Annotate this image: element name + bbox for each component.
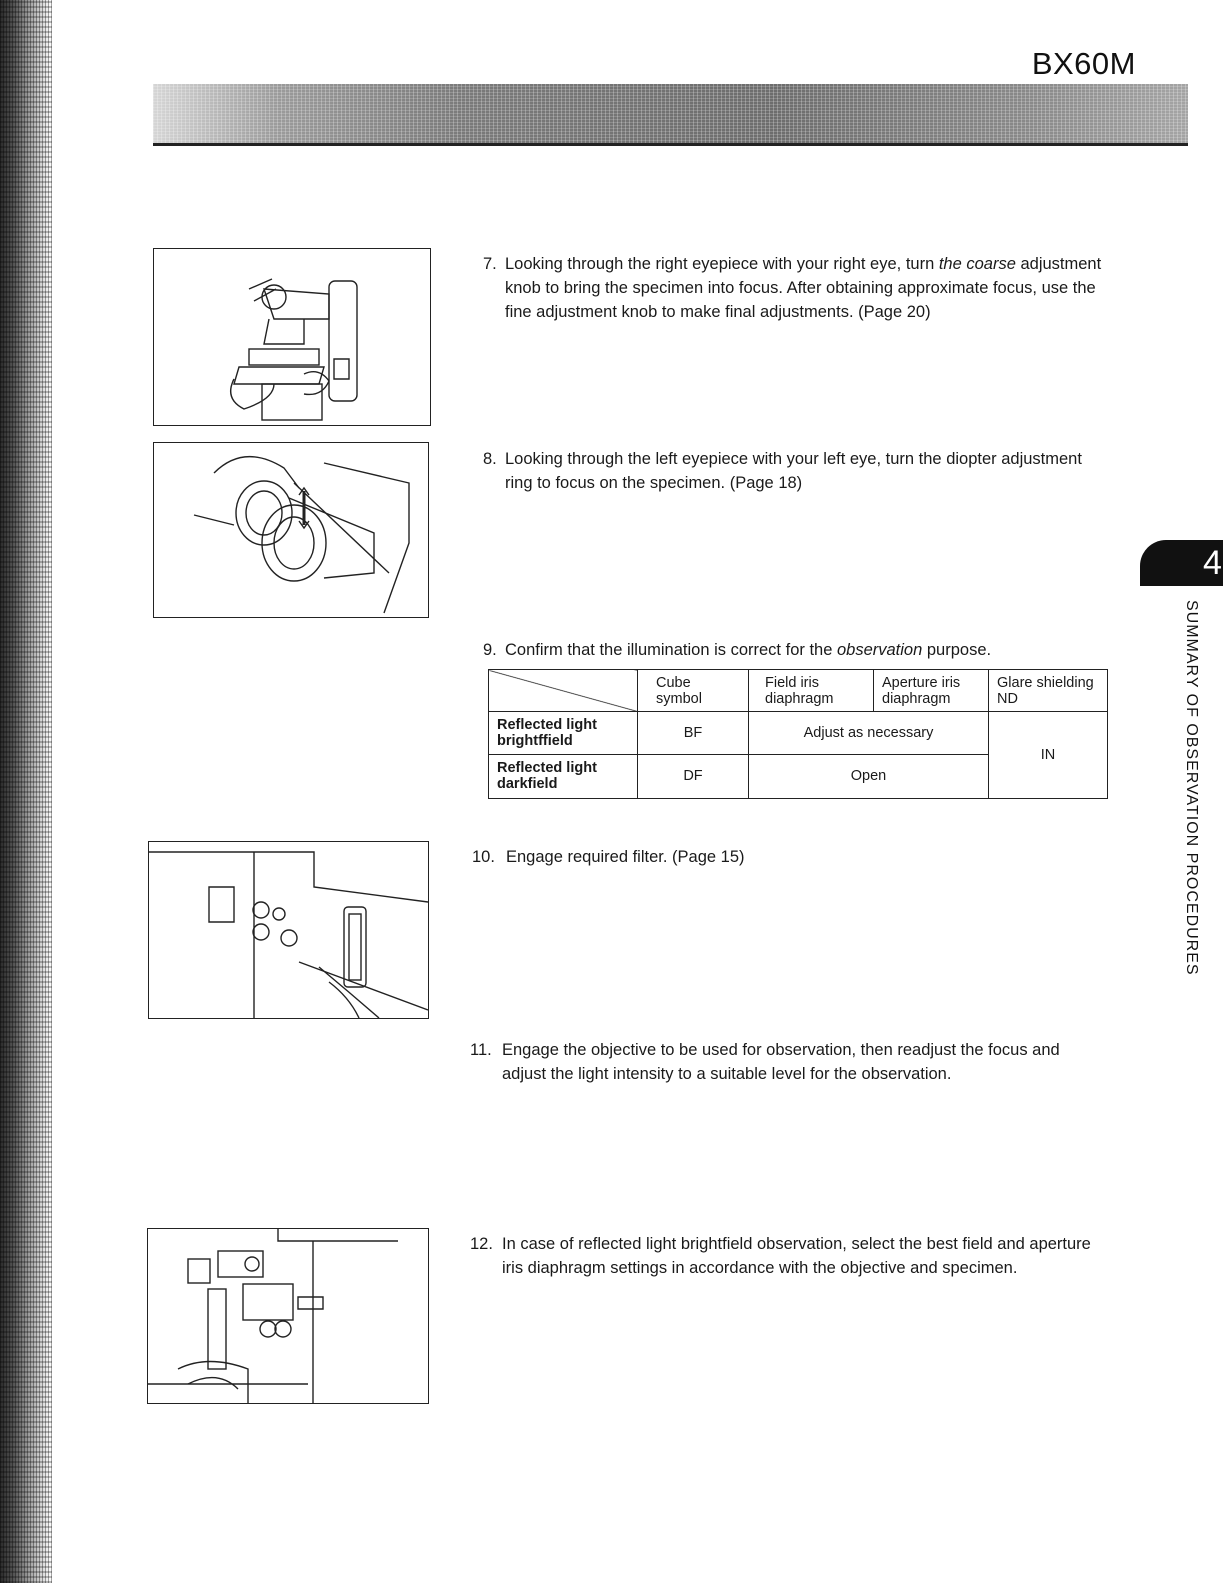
- illumination-table: [488, 669, 1108, 799]
- step-7: [483, 252, 1113, 328]
- chapter-tab: [1140, 540, 1223, 586]
- row-label-brightfield: Reflected light brightffield: [489, 712, 638, 754]
- figure-microscope-focus: [153, 248, 431, 426]
- header-cube-symbol: Cube symbol: [638, 670, 749, 712]
- step-11: [470, 1038, 1112, 1090]
- step-number: 11.: [470, 1041, 492, 1059]
- filter-drawing: [149, 842, 428, 1018]
- header-banner: [153, 84, 1188, 144]
- table-row: [489, 712, 1108, 754]
- cell-cube-df: DF: [638, 754, 749, 798]
- eyepiece-diopter-drawing: [154, 443, 428, 617]
- chapter-side-title: SUMMARY OF OBSERVATION PROCEDURES: [1183, 600, 1200, 976]
- step-12: [470, 1232, 1112, 1284]
- figure-diaphragm: [147, 1228, 429, 1404]
- header-glare-shielding: Glare shielding ND: [989, 670, 1108, 712]
- table-header-row: [489, 670, 1108, 712]
- step-text: Engage required filter. (Page 15): [506, 848, 745, 866]
- row-label-darkfield: Reflected light darkfield: [489, 754, 638, 798]
- step-text: Engage the objective to be used for observation, then readjust the focus and adjust the light intensity to a suitable level for the observation.: [502, 1041, 1060, 1083]
- step-8: [483, 447, 1113, 499]
- cell-glare-in: IN: [989, 712, 1108, 799]
- cell-diaphragm-open: Open: [749, 754, 989, 798]
- step-number: 10.: [472, 848, 495, 866]
- step-text: Looking through the right eyepiece with your right eye, turn the coarse adjustment knob to bring the specimen into focus. After obtaining approximate focus, use the fine adjustment knob to make final adjustments. (Page 20): [505, 255, 1102, 321]
- figure-eyepiece-diopter: [153, 442, 429, 618]
- step-number: 12.: [470, 1235, 493, 1253]
- header-field-iris: Field iris diaphragm: [749, 670, 874, 712]
- model-title: BX60M: [1031, 46, 1136, 81]
- step-text: Looking through the left eyepiece with your left eye, turn the diopter adjustment ring to focus on the specimen. (Page 18): [505, 450, 1082, 492]
- step-number: 9.: [483, 641, 497, 659]
- chapter-number: 4: [1203, 544, 1222, 582]
- diaphragm-drawing: [148, 1229, 428, 1403]
- step-text: In case of reflected light brightfield observation, select the best field and aperture iris diaphragm settings in accordance with the objective and specimen.: [502, 1235, 1091, 1277]
- header-aperture-iris: Aperture iris diaphragm: [874, 670, 989, 712]
- step-9: [483, 638, 1113, 664]
- step-number: 7.: [483, 255, 497, 273]
- table-corner-cell: [489, 670, 638, 712]
- cell-cube-bf: BF: [638, 712, 749, 754]
- step-text: Confirm that the illumination is correct for the observation purpose.: [505, 641, 992, 659]
- cell-diaphragm-adjust: Adjust as necessary: [749, 712, 989, 754]
- step-10: [472, 845, 1112, 871]
- scan-edge: [0, 0, 52, 1583]
- microscope-focus-drawing: [154, 249, 430, 425]
- figure-filter: [148, 841, 429, 1019]
- step-number: 8.: [483, 450, 497, 468]
